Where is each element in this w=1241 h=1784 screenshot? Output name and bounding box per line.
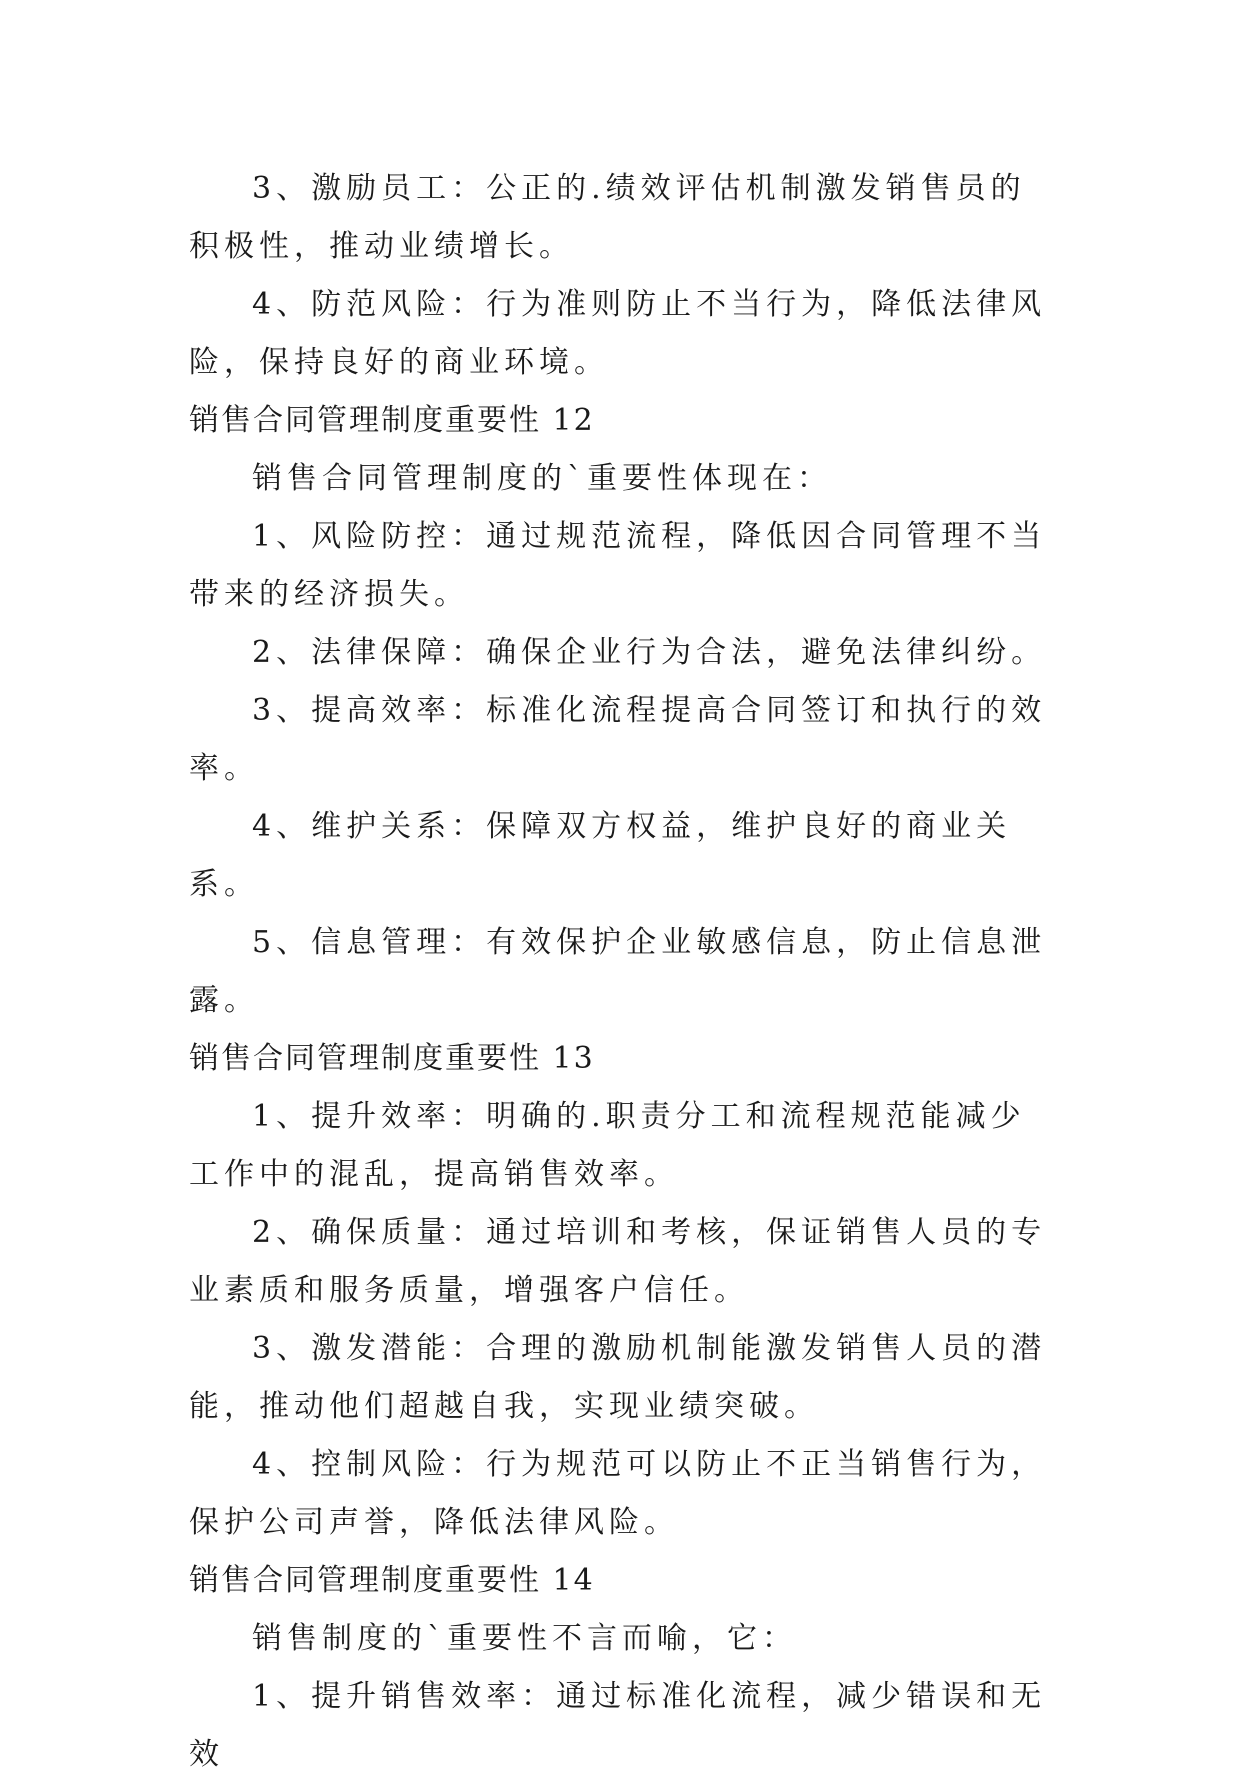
paragraph: 2、确保质量：通过培训和考核，保证销售人员的专业素质和服务质量，增强客户信任。: [189, 1215, 1047, 1308]
paragraph: 2、法律保障：确保企业行为合法，避免法律纠纷。: [252, 635, 1047, 670]
paragraph: 销售合同管理制度的`重要性体现在：: [252, 461, 832, 496]
paragraph: 3、激发潜能：合理的激励机制能激发销售人员的潜能，推动他们超越自我，实现业绩突破。: [189, 1331, 1047, 1424]
paragraph: 4、维护关系：保障双方权益，维护良好的商业关系。: [189, 809, 1012, 902]
paragraph: 4、防范风险：行为准则防止不当行为，降低法律风险，保持良好的商业环境。: [189, 287, 1047, 380]
section-heading: 销售合同管理制度重要性 12: [189, 403, 595, 438]
paragraph: 3、激励员工：公正的.绩效评估机制激发销售员的积极性，推动业绩增长。: [189, 171, 1026, 264]
paragraph: 5、信息管理：有效保护企业敏感信息，防止信息泄露。: [189, 925, 1047, 1018]
document-body: [189, 160, 1059, 1784]
section-heading: 销售合同管理制度重要性 14: [189, 1563, 595, 1598]
paragraph: 1、风险防控：通过规范流程，降低因合同管理不当带来的经济损失。: [189, 519, 1047, 612]
paragraph: 销售制度的`重要性不言而喻，它：: [252, 1621, 797, 1656]
paragraph: 3、提高效率：标准化流程提高合同签订和执行的效率。: [189, 693, 1047, 786]
paragraph: 1、提升效率：明确的.职责分工和流程规范能减少工作中的混乱，提高销售效率。: [189, 1099, 1026, 1192]
paragraph: 1、提升销售效率：通过标准化流程，减少错误和无效: [189, 1679, 1047, 1772]
section-heading: 销售合同管理制度重要性 13: [189, 1041, 595, 1076]
paragraph: 4、控制风险：行为规范可以防止不正当销售行为，保护公司声誉，降低法律风险。: [189, 1447, 1047, 1540]
